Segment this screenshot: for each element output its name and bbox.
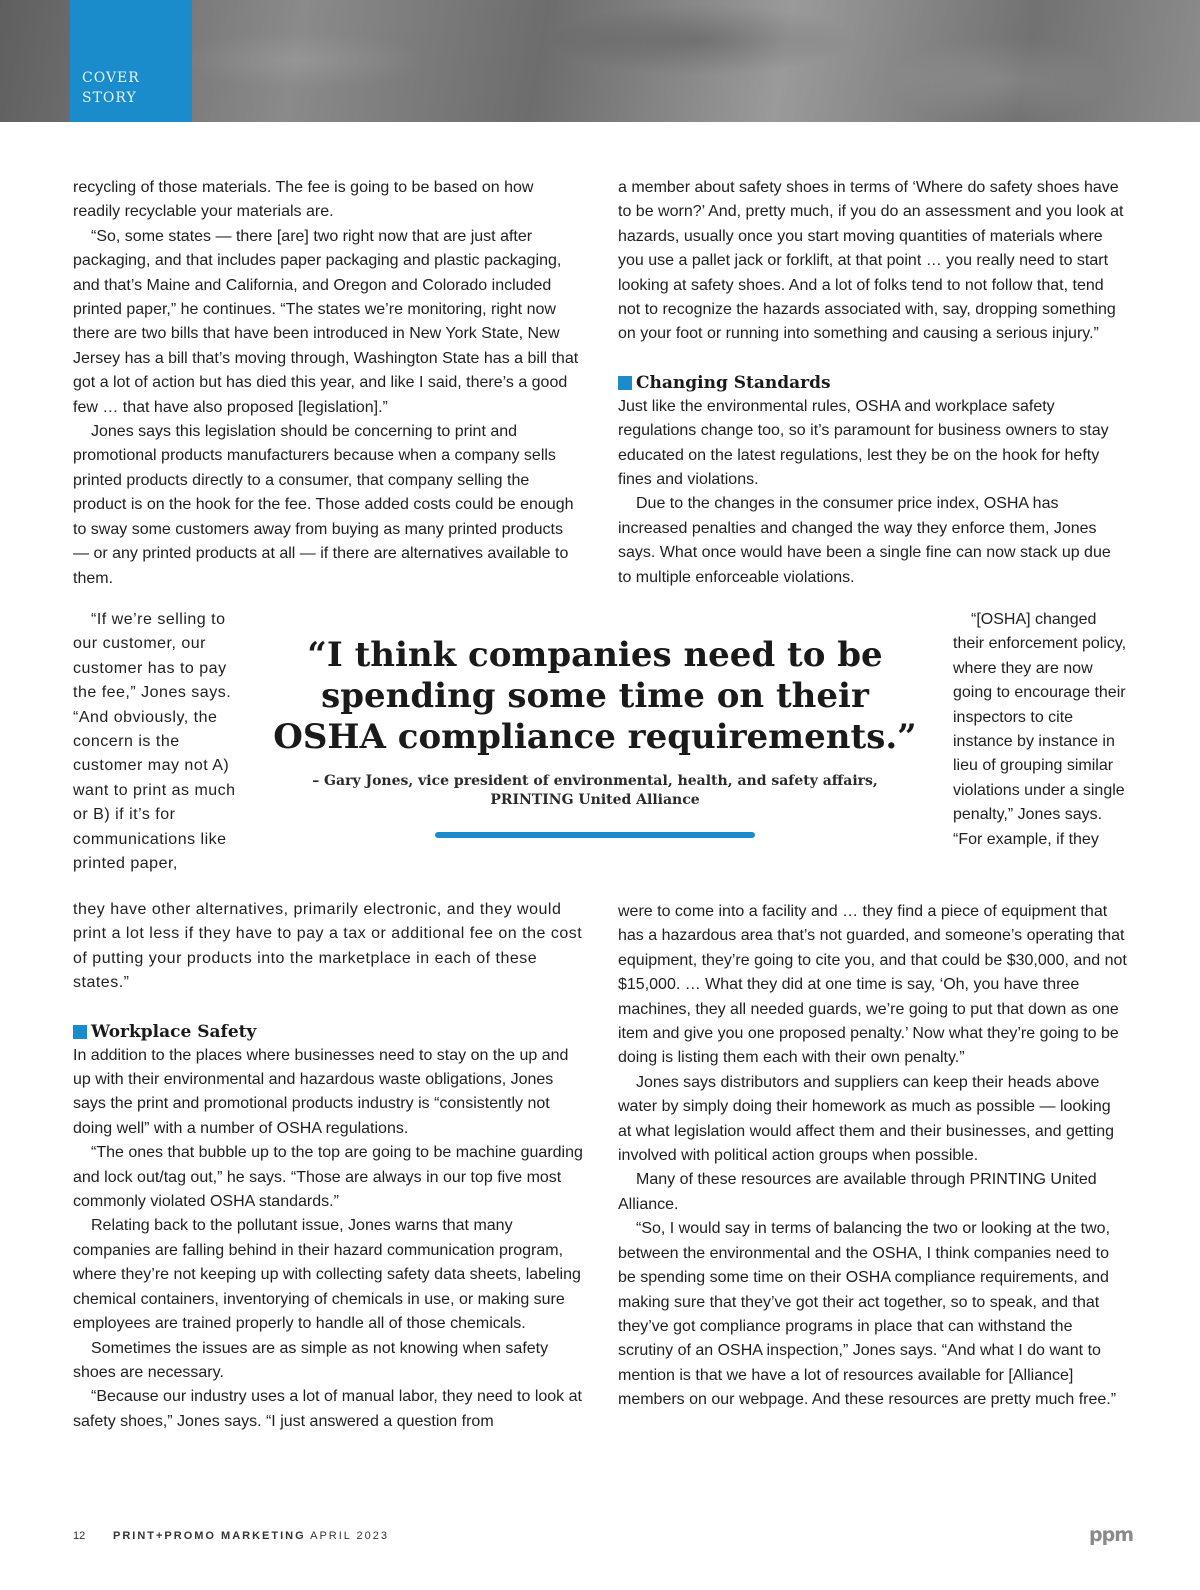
pull-quote — [270, 635, 920, 838]
magazine-credit — [113, 1530, 389, 1542]
paragraph: “If we’re selling to our customer, our customer has to pay the fee,” Jones says. “And obviously, the concern is the customer may not A) want to print as much or B) if it’s for communications like printed paper, — [73, 611, 236, 873]
section-heading-changing-standards — [618, 371, 1128, 395]
heading-text: Workplace Safety — [91, 1021, 257, 1042]
header-banner — [0, 0, 1200, 122]
paragraph: “So, I would say in terms of balancing the two or looking at the two, between the environmental and the OSHA, I think companies need to be spending some time on their OSHA compliance requirements, and making sure that they’ve got their act together, so to speak, and that they’ve got compliance programs in place that can withstand the scrutiny of an OSHA inspection,” Jones says. “And what I do want to mention is that we have a lot of resources available for [Alliance] members on our webpage. And these resources are pretty much free.” — [618, 1220, 1117, 1409]
pull-quote-divider — [435, 832, 755, 838]
paragraph: Sometimes the issues are as simple as not knowing when safety shoes are necessary. — [73, 1339, 549, 1381]
magazine-name: PRINT+PROMO MARKETING — [113, 1530, 306, 1542]
right-column — [618, 176, 1128, 590]
ppm-logo: ppm — [1089, 1524, 1133, 1546]
heading-square-icon — [73, 1025, 87, 1039]
heading-text: Changing Standards — [636, 372, 831, 393]
paragraph: Jones says this legislation should be concerning to print and promotional products manufacturers because when a company sells printed products directly to a consumer, that company selling the product is on the hook for the fee. Those added costs could be enough to sway some customers away from buying as many printed products — or any printed products at all — if there are alternatives available to them. — [73, 423, 574, 587]
pull-quote-attribution — [270, 772, 920, 810]
heading-square-icon — [618, 376, 632, 390]
page-footer — [73, 1524, 1133, 1548]
section-heading-workplace-safety — [73, 1020, 583, 1044]
pull-quote-text: “I think companies need to be spending some time on their OSHA compliance requirements.” — [273, 635, 917, 757]
section-tag-line1: COVER — [82, 70, 140, 86]
issue-date: APRIL 2023 — [310, 1530, 390, 1542]
paragraph: In addition to the places where businesses need to stay on the up and up with their environmental and hazardous waste obligations, Jones says the print and promotional products industry is “consistently not doing well” with a number of OSHA regulations. — [73, 1046, 569, 1137]
paragraph: Due to the changes in the consumer price index, OSHA has increased penalties and changed the way they enforce them, Jones says. What once would have been a single fine can now stack up due to multiple enforceable violations. — [618, 495, 1111, 586]
paragraph: Relating back to the pollutant issue, Jones warns that many companies are falling behind in their hazard communication program, where they’re not keeping up with collecting safety data sheets, labeling chemical containers, inventorying of chemicals in use, or making sure employees are trained properly to handle all of those chemicals. — [73, 1217, 581, 1333]
left-column — [73, 176, 583, 591]
paragraph: Many of these resources are available through PRINTING United Alliance. — [618, 1171, 1097, 1213]
paragraph: “So, some states — there [are] two right now that are just after packaging, and that includes paper packaging and plastic packaging, and that’s Maine and California, and Oregon and Colorado included printed paper,” he continues. “The states we’re monitoring, right now there are two bills that have been introduced in New York State, New Jersey has a bill that’s moving through, Washington State has a bill that got a lot of action but has died this year, and like I said, there’s a good few … that have also proposed [legislation].” — [73, 227, 579, 416]
right-column-continued — [618, 900, 1128, 1413]
paragraph: “[OSHA] changed their enforcement policy, where they are now going to encourage their inspectors to cite instance by instance in lieu of grouping similar violations under a single penalty,” Jones says. “For example, if they — [953, 611, 1127, 848]
left-column-continued — [73, 898, 583, 1434]
paragraph: a member about safety shoes in terms of ‘Where do safety shoes have to be worn?’ And, pretty much, if you do an assessment and you look at hazards, usually once you start moving quantities of materials where you use a pallet jack or forklift, at that point … you really need to start looking at safety shoes. And a lot of folks tend to not follow that, tend not to recognize the hazards associated with, say, dropping something on your foot or running into something and causing a serious injury.” — [618, 179, 1124, 343]
paragraph: Jones says distributors and suppliers can keep their heads above water by simply doing their homework as much as possible — looking at what legislation would affect them and their businesses, and getting involved with political action groups when possible. — [618, 1073, 1115, 1165]
attribution-line-2: PRINTING United Alliance — [490, 792, 700, 808]
paragraph: Just like the environmental rules, OSHA and workplace safety regulations change too, so it’s paramount for business owners to stay educated on the latest regulations, lest they be on the hook for hefty fines and violations. — [618, 397, 1109, 489]
paragraph: were to come into a facility and … they find a piece of equipment that has a hazardous area that’s not guarded, and someone’s operating that equipment, they’re going to cite you, and that could be $30,000, and not $15,000. … What they did at one time is say, ‘Oh, you have three machines, they all needed guards, we’re going to put that down as one item and give you one proposed penalty.’ Now what they’re going to be doing is listing them each with their own penalty.” — [618, 903, 1127, 1067]
page-number: 12 — [73, 1530, 86, 1542]
right-wrap-text — [953, 608, 1128, 852]
attribution-line-1: – Gary Jones, vice president of environmental, health, and safety affairs, — [312, 773, 878, 789]
section-tag-line2: STORY — [82, 90, 137, 106]
paragraph: they have other alternatives, primarily electronic, and they would print a lot less if they have to pay a tax or additional fee on the cost of putting your products into the marketplace in each of these states.” — [73, 901, 583, 992]
paragraph: “Because our industry uses a lot of manual labor, they need to look at safety shoes,” Jones says. “I just answered a question from — [73, 1388, 582, 1430]
paragraph: “The ones that bubble up to the top are going to be machine guarding and lock out/tag out,” he says. “Those are always in our top five most commonly violated OSHA standards.” — [73, 1144, 583, 1211]
section-tag — [70, 0, 192, 122]
left-wrap-text — [73, 608, 248, 876]
paragraph: recycling of those materials. The fee is going to be based on how readily recyclable your materials are. — [73, 179, 534, 221]
